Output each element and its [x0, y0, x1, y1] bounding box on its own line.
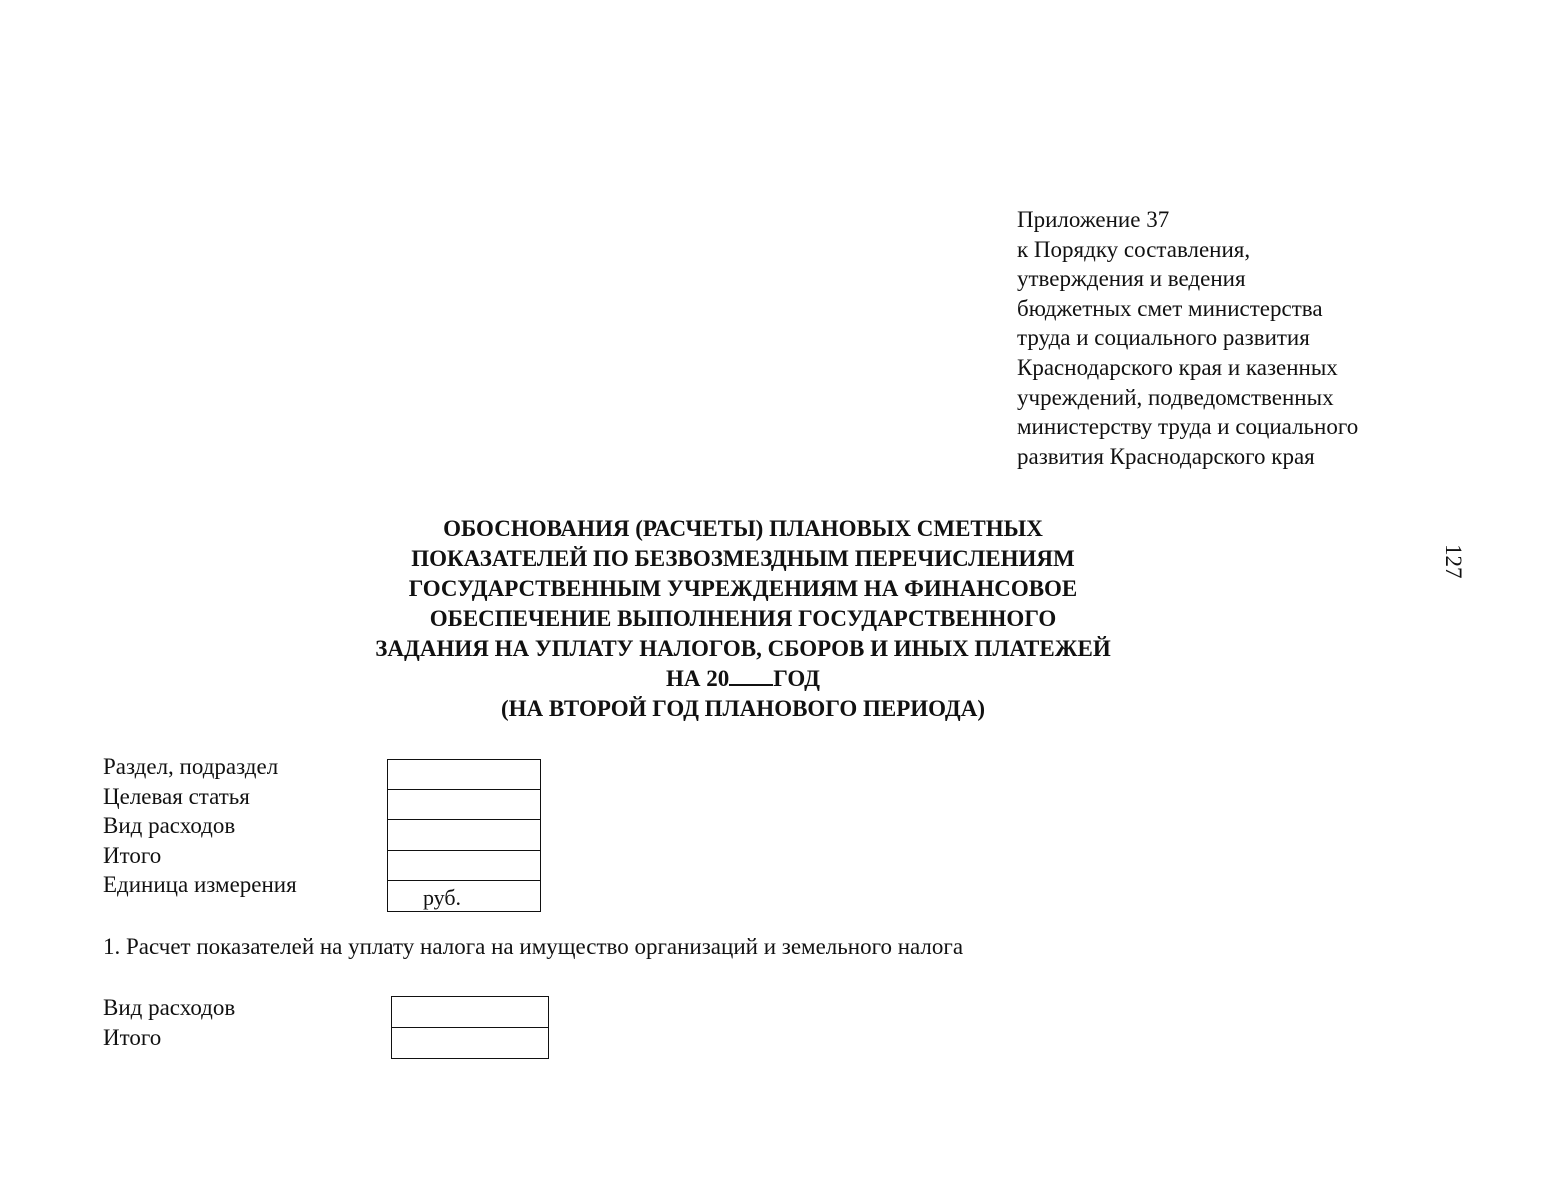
title-line: ОБОСНОВАНИЯ (РАСЧЕТЫ) ПЛАНОВЫХ СМЕТНЫХ — [443, 516, 1043, 541]
header-field-labels — [103, 752, 297, 900]
label-expense-type: Вид расходов — [103, 813, 236, 838]
title-line: ОБЕСПЕЧЕНИЕ ВЫПОЛНЕНИЯ ГОСУДАРСТВЕННОГО — [429, 606, 1057, 631]
label-unit: Единица измерения — [103, 872, 297, 897]
year-prefix: НА 20 — [666, 666, 730, 691]
title-line: ПОКАЗАТЕЛЕЙ ПО БЕЗВОЗМЕЗДНЫМ ПЕРЕЧИСЛЕНИЯМ — [411, 546, 1075, 571]
header-codes-box — [387, 759, 541, 912]
unit-field: руб. — [422, 884, 462, 910]
title-line: ГОСУДАРСТВЕННЫМ УЧРЕЖДЕНИЯМ НА ФИНАНСОВОЕ — [408, 576, 1078, 601]
page-number: 127 — [1441, 544, 1466, 579]
section-1-heading: 1. Расчет показателей на уплату налога на имущество организаций и земельного налога — [103, 934, 964, 959]
title-line: ЗАДАНИЯ НА УПЛАТУ НАЛОГОВ, СБОРОВ И ИНЫХ ПЛАТЕЖЕЙ — [375, 636, 1111, 661]
appendix-line: утверждения и ведения — [1017, 266, 1246, 292]
appendix-line: учреждений, подведомственных — [1017, 384, 1334, 410]
appendix-note — [1017, 205, 1497, 471]
section-1-codes-box — [391, 996, 549, 1059]
appendix-line: министерству труда и социального — [1017, 414, 1359, 440]
year-blank — [729, 664, 773, 686]
label-target-article: Целевая статья — [103, 783, 250, 809]
appendix-line: труда и социального развития — [1017, 325, 1310, 351]
section-1-labels — [103, 993, 235, 1053]
appendix-line: к Порядку составления, — [1017, 236, 1251, 262]
appendix-line: развития Краснодарского края — [1017, 443, 1315, 469]
document-title — [318, 514, 1168, 724]
label-section-subsection: Раздел, подраздел — [103, 754, 279, 779]
expense-type-field[interactable] — [388, 820, 540, 850]
label-total: Итого — [103, 842, 162, 868]
total-field[interactable] — [388, 851, 540, 881]
section-1-total-field[interactable] — [392, 1028, 548, 1059]
appendix-line: Краснодарского края и казенных — [1017, 354, 1338, 380]
label-expense-type: Вид расходов — [103, 995, 236, 1020]
target-article-field[interactable] — [388, 790, 540, 820]
label-total: Итого — [103, 1025, 162, 1050]
title-year-line — [318, 664, 1168, 694]
section-1-expense-type-field[interactable] — [392, 997, 548, 1028]
title-period-line: (НА ВТОРОЙ ГОД ПЛАНОВОГО ПЕРИОДА) — [500, 696, 986, 721]
year-suffix: ГОД — [773, 666, 820, 691]
appendix-line: Приложение 37 — [1017, 207, 1170, 232]
appendix-line: бюджетных смет министерства — [1017, 295, 1323, 321]
section-subsection-field[interactable] — [388, 760, 540, 790]
